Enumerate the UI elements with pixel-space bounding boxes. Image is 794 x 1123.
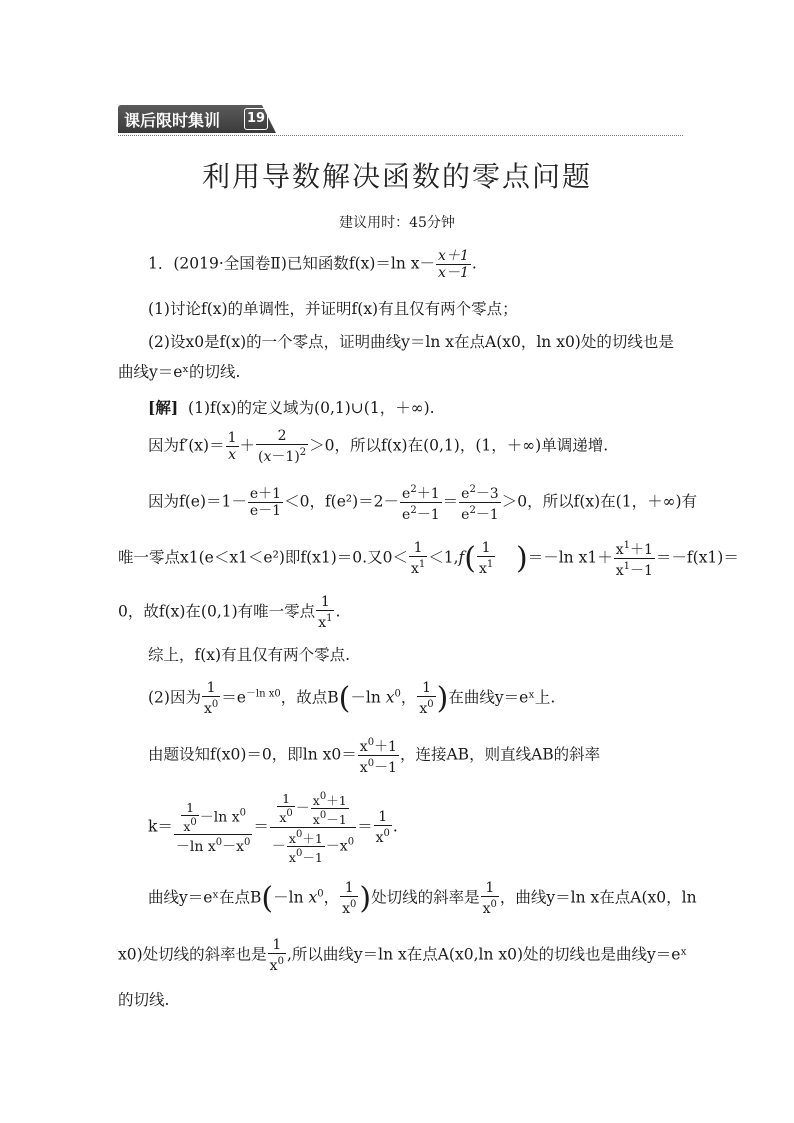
condition-fraction: $\frac{x^0+1}{x^0-1}$ <box>359 737 397 776</box>
reciprocal-frac-2: $\frac{x^1+1}{x^1-1}$ <box>615 540 653 579</box>
problem-intro-line <box>148 248 477 281</box>
header-number-badge: 19 <box>244 108 268 130</box>
part2-fraction: $\frac{1}{x^0}$ <box>203 680 219 717</box>
solution-line-10: 曲线y＝eˣ在点B(－ln $x^0$， $\frac{1}{x^0}$ )处切线的斜率是 $\frac{1}{x^0}$ ，曲线y＝ln x在点A(x0，ln <box>148 880 697 917</box>
condition-suffix: ，连接AB，则直线AB的斜率 <box>399 745 601 764</box>
derivative-prefix: 因为f′(x)＝ <box>148 436 225 455</box>
reciprocal-end: ＝－f(x1)＝ <box>655 548 739 567</box>
tangent-b-slope: $\frac{1}{x^0}$ <box>482 880 497 917</box>
fe2-suffix: ＞0，所以f(x)在(1，＋∞)有 <box>501 492 698 511</box>
fe2-fraction-2: $\frac{e^2-3}{e^2-1}$ <box>461 484 499 523</box>
derivative-frac-2: $\frac{2}{(x-1)^2}$ <box>258 428 307 465</box>
unique-zero-text: 唯一零点x1(e＜x1＜e²)即f(x1)＝0.又0＜ <box>118 548 408 567</box>
solution-tag: [解] <box>148 398 179 417</box>
time-hint: 建议用时：45分钟 <box>339 215 455 231</box>
part2-prefix: (2)因为 <box>148 688 201 707</box>
problem-intro: 1．(2019·全国卷Ⅱ)已知函数f(x)＝ln x－ <box>148 254 436 273</box>
slope-frac-2: $\frac{1}{x^0}$ － $\frac{x^0+1}{x^0-1}$ － $\frac{x^0+1}{x^0-1}$ $-x^0$ <box>271 791 355 865</box>
slope-frac-3: $\frac{1}{x^0}$ <box>375 809 390 846</box>
header-divider <box>118 135 683 136</box>
part2-equals: ＝e <box>221 688 246 707</box>
point-b-label: ，故点B <box>280 688 339 707</box>
solution-final: 的切线. <box>118 991 170 1009</box>
solution-line-1 <box>148 396 435 418</box>
derivative-frac-1: $\frac{1}{x}$ <box>227 430 237 463</box>
slope-k: k＝ <box>148 817 173 836</box>
derivative-suffix: ＞0，所以f(x)在(0,1)，(1，＋∞)单调递增. <box>309 436 609 455</box>
problem-part1: (1)讨论f(x)的单调性，并证明f(x)有且仅有两个零点； <box>148 300 518 318</box>
tangent-a-text: x0)处切线的斜率也是 <box>118 945 267 964</box>
tangent-conclusion: ,所以曲线y＝ln x在点A(x0,ln x0)处的切线也是曲线y＝eˣ <box>286 945 688 964</box>
fe2-fraction-1: $\frac{e^2+1}{e^2-1}$ <box>402 484 440 523</box>
problem-fraction <box>436 248 471 281</box>
tangent-a-prefix: ，曲线y＝ln x在点A(x0，ln <box>499 888 697 907</box>
point-b-frac: $\frac{1}{x^0}$ <box>419 680 434 717</box>
unique-zero-conclusion: 0，故f(x)在(0,1)有唯一零点 <box>118 602 316 621</box>
point-b-suffix: 在曲线y＝eˣ上. <box>448 688 556 707</box>
solution-summary: 综上，f(x)有且仅有两个零点. <box>148 646 351 664</box>
fraction-numerator: x＋1 <box>438 248 469 264</box>
reciprocal-arg: $\frac{1}{x^1}$ <box>479 540 494 577</box>
solution-line-4: 唯一零点x1(e＜x1＜e²)即f(x1)＝0.又0＜ $\frac{1}{x^1}$ ＜1,f( $\frac{1}{x^1}$ )＝－ln x1＋ $\frac{x^1+1}{x^1-1}$ ＝－f(x1)＝ <box>118 540 739 579</box>
reciprocal-frac: $\frac{1}{x^1}$ <box>410 540 426 577</box>
solution-line-8 <box>148 735 600 776</box>
solution-line-3: 因为f(e)＝1－ $\frac{e+1}{e-1}$ ＜0，f(e²)＝2－ $\frac{e^2+1}{e^2-1}$ ＝ $\frac{e^2-3}{e^2-1}$ ＞0，所以f(x)在(1，＋∞)有 <box>148 484 698 523</box>
tangent-a-slope: $\frac{1}{x^0}$ <box>269 937 284 974</box>
solution-line-5: 0，故f(x)在(0,1)有唯一零点 $\frac{1}{x^1}$ . <box>118 594 341 631</box>
fe-fraction: $\frac{e+1}{e-1}$ <box>249 486 282 519</box>
fe2-prefix: ＜0，f(e²)＝2－ <box>284 492 400 511</box>
problem-part2-line1: (2)设x0是f(x)的一个零点，证明曲线y＝ln x在点A(x0，ln x0)处的切线也是 <box>148 333 674 351</box>
solution-line-7: (2)因为 $\frac{1}{x^0}$ $=e^{-ln x0}$，故点B(－ln $x^0$， $\frac{1}{x^0}$ )在曲线y＝eˣ上. <box>148 680 556 717</box>
tangent-b-prefix: 曲线y＝eˣ在点B <box>148 888 262 907</box>
slope-formula: k＝ $\frac{1}{x^0}$ －ln $x^0$ －ln $x^0-x^0$ ＝ $\frac{1}{x^0}$ － $\frac{x^0+1}{x^0-1}$ － $\frac{x^0+1}{x^0-1}$ $-x^0$ ＝ $\frac{1}{x^0}$ . <box>148 791 398 865</box>
page-title: 利用导数解决函数的零点问题 <box>201 160 592 193</box>
solution-line-11 <box>118 937 687 974</box>
solution-domain: (1)f(x)的定义域为(0,1)∪(1，＋∞). <box>188 399 435 417</box>
tangent-b-mid: 处切线的斜率是 <box>371 888 480 907</box>
reciprocal-eq: ＝－ln x1＋ <box>527 548 613 567</box>
tangent-b-frac: $\frac{1}{x^0}$ <box>342 880 357 917</box>
condition-prefix: 由题设知f(x0)＝0，即ln x0＝ <box>148 745 357 764</box>
zero-fraction: $\frac{1}{x^1}$ <box>318 594 333 631</box>
fe-prefix: 因为f(e)＝1－ <box>148 492 247 511</box>
fraction-denominator: x－1 <box>438 265 469 281</box>
problem-tail: . <box>471 254 477 273</box>
solution-line-2: 因为f′(x)＝ $\frac{1}{x}$ ＋ $\frac{2}{(x-1)^2}$ ＞0，所以f(x)在(0,1)，(1，＋∞)单调递增. <box>148 428 609 465</box>
slope-frac-1: $\frac{1}{x^0}$ －ln $x^0$ －ln $x^0-x^0$ <box>175 799 251 855</box>
header-label: 课后限时集训 <box>124 111 221 130</box>
part2-exponent: －ln x0 <box>245 688 281 700</box>
problem-part2-line2: 曲线y＝eˣ的切线. <box>118 363 241 381</box>
